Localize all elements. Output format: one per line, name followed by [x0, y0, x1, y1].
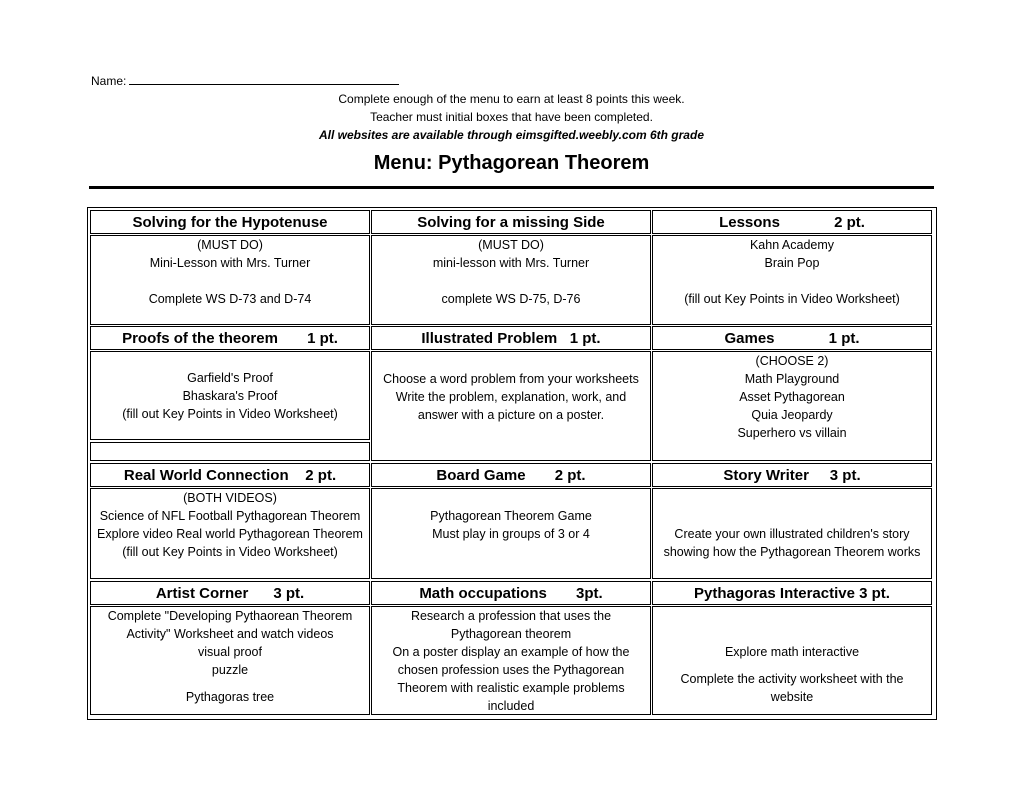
heading-solving-hypotenuse: Solving for the Hypotenuse — [90, 210, 370, 234]
cell-proofs: Garfield's Proof Bhaskara's Proof (fill out Key Points in Video Worksheet) — [90, 351, 370, 440]
cell-story-writer: Create your own illustrated children's story showing how the Pythagorean Theorem works — [652, 488, 932, 579]
title-rule — [89, 186, 934, 189]
heading-math-occupations: Math occupations 3pt. — [371, 581, 651, 605]
cell-pythagoras-interactive: Explore math interactive Complete the activity worksheet with the website — [652, 606, 932, 715]
cell-games: (CHOOSE 2) Math Playground Asset Pythagorean Quia Jeopardy Superhero vs villain — [652, 351, 932, 461]
instruction-points: Complete enough of the menu to earn at least 8 points this week. — [338, 92, 685, 106]
cell-artist-corner: Complete "Developing Pythaorean Theorem Activity" Worksheet and watch videos visual proof puzzle Pythagoras tree — [90, 606, 370, 715]
name-blank[interactable] — [129, 73, 399, 85]
cell-proofs-extra — [90, 442, 370, 461]
menu-table — [87, 207, 937, 720]
instruction-websites: All websites are available through eimsgifted.weebly.com 6th grade — [318, 128, 704, 142]
heading-illustrated-problem: Illustrated Problem 1 pt. — [371, 326, 651, 350]
heading-proofs: Proofs of the theorem 1 pt. — [90, 326, 370, 350]
cell-solving-hypotenuse: (MUST DO) Mini-Lesson with Mrs. Turner Complete WS D-73 and D-74 — [90, 235, 370, 325]
heading-board-game: Board Game 2 pt. — [371, 463, 651, 487]
instruction-initials: Teacher must initial boxes that have been completed. — [370, 110, 653, 124]
name-label: Name: — [91, 74, 127, 88]
cell-real-world: (BOTH VIDEOS) Science of NFL Football Pythagorean Theorem Explore video Real world Pythagorean Theorem (fill out Key Points in Video Worksheet) — [90, 488, 370, 579]
cell-lessons: Kahn Academy Brain Pop (fill out Key Points in Video Worksheet) — [652, 235, 932, 325]
cell-illustrated-problem: Choose a word problem from your worksheets Write the problem, explanation, work, and answer with a picture on a poster. — [371, 351, 651, 461]
cell-board-game: Pythagorean Theorem Game Must play in groups of 3 or 4 — [371, 488, 651, 579]
heading-artist-corner: Artist Corner 3 pt. — [90, 581, 370, 605]
cell-math-occupations: Research a profession that uses the Pythagorean theorem On a poster display an example of how the chosen profession uses the Pythagorean Theorem with realistic example problems included — [371, 606, 651, 715]
heading-pythagoras-interactive: Pythagoras Interactive 3 pt. — [652, 581, 932, 605]
heading-real-world: Real World Connection 2 pt. — [90, 463, 370, 487]
heading-missing-side: Solving for a missing Side — [371, 210, 651, 234]
heading-story-writer: Story Writer 3 pt. — [652, 463, 932, 487]
page-title: Menu: Pythagorean Theorem — [373, 152, 650, 174]
heading-lessons: Lessons 2 pt. — [652, 210, 932, 234]
heading-games: Games 1 pt. — [652, 326, 932, 350]
name-line — [91, 73, 399, 88]
cell-missing-side: (MUST DO) mini-lesson with Mrs. Turner complete WS D-75, D-76 — [371, 235, 651, 325]
